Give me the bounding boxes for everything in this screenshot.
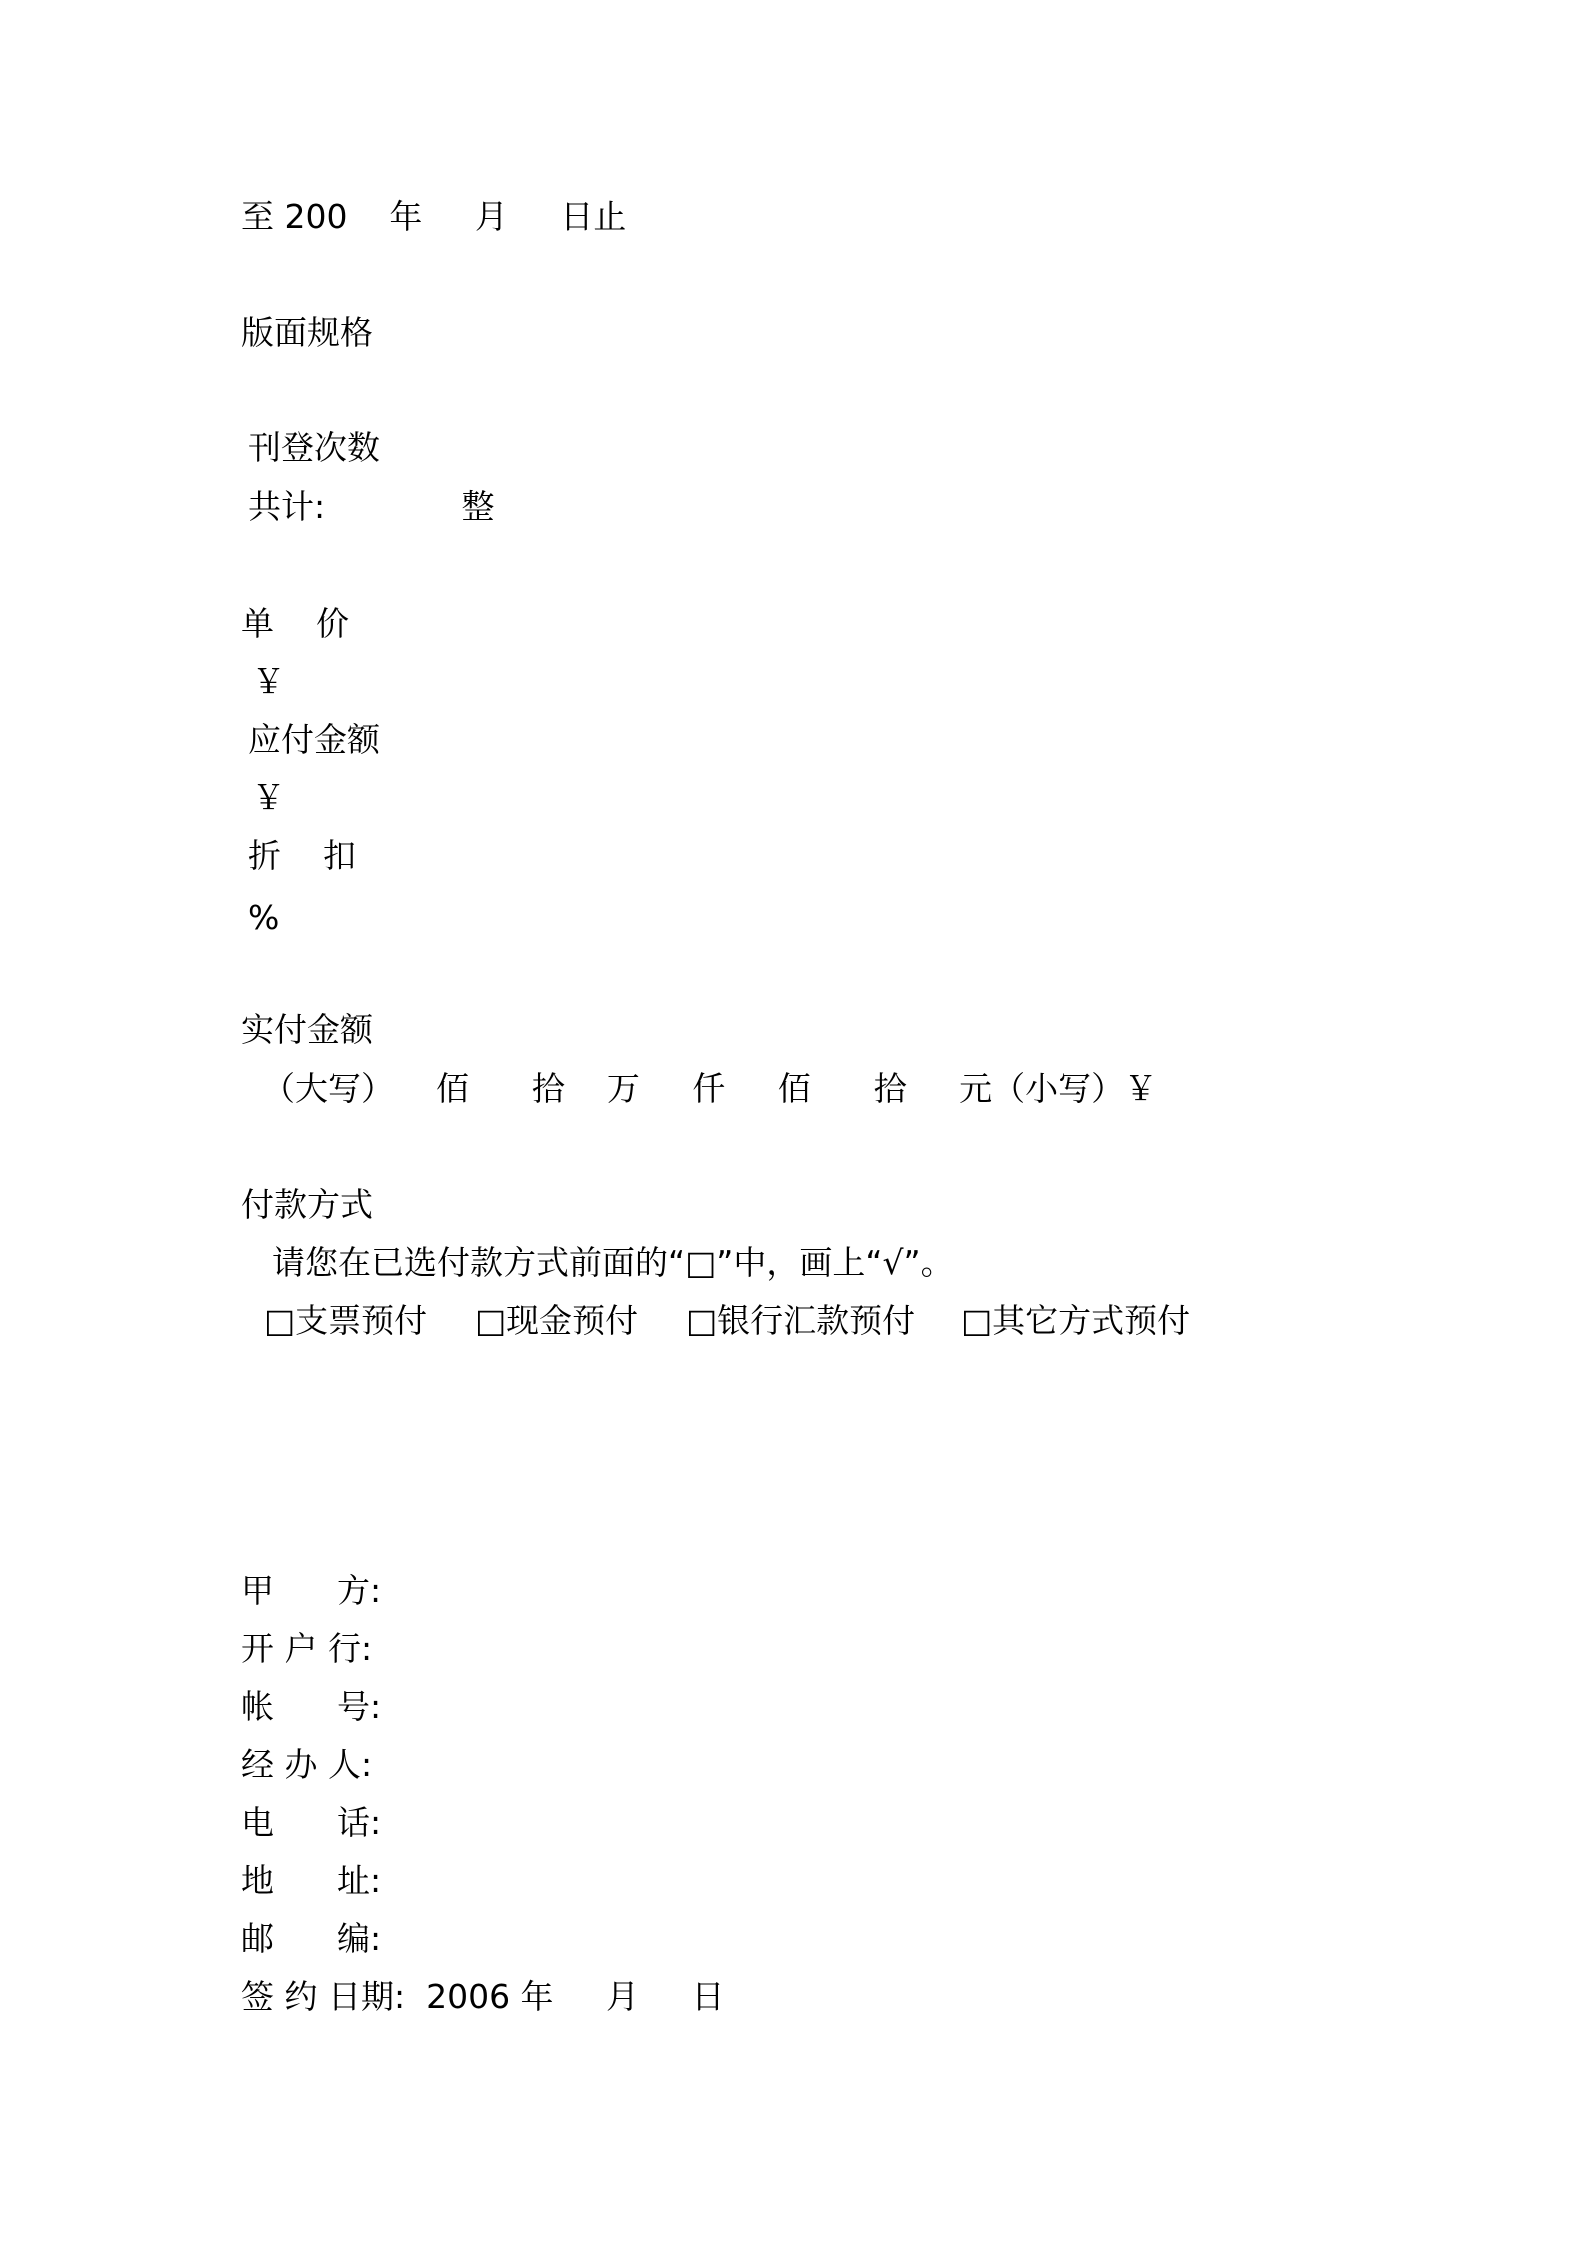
amount-payable-currency: ￥ — [252, 778, 285, 817]
payment-method-label: 付款方式 — [241, 1185, 373, 1224]
period-end-line: 至 200 年 月 日止 — [241, 197, 627, 236]
payment-instruction: 请您在已选付款方式前面的“□”中，画上“√”。 — [272, 1243, 954, 1282]
party-a-agent: 经 办 人: — [241, 1745, 373, 1784]
amount-payable-label: 应付金额 — [248, 720, 380, 759]
party-a-address: 地 址: — [241, 1861, 382, 1900]
party-a-account: 帐 号: — [241, 1687, 382, 1726]
discount-percent: % — [248, 898, 280, 937]
ad-size-label: 版面规格 — [241, 313, 373, 352]
payment-option-other[interactable]: □其它方式预付 — [961, 1301, 1191, 1340]
payment-option-bank-transfer[interactable]: □银行汇款预付 — [686, 1301, 916, 1340]
unit-price-currency: ￥ — [252, 662, 285, 701]
insertions-total: 共计: 整 — [248, 487, 495, 526]
sign-date: 签 约 日期: 2006 年 月 日 — [241, 1977, 725, 2016]
actual-amount-words-line: （大写） 佰 拾 万 仟 佰 拾 元（小写）￥ — [262, 1069, 1158, 1108]
payment-option-check[interactable]: □支票预付 — [264, 1301, 428, 1340]
actual-amount-label: 实付金额 — [241, 1010, 373, 1049]
party-a-bank: 开 户 行: — [241, 1629, 373, 1668]
party-a-label: 甲 方: — [241, 1571, 382, 1610]
insertions-label: 刊登次数 — [248, 428, 380, 467]
party-a-phone: 电 话: — [241, 1803, 382, 1842]
party-a-postcode: 邮 编: — [241, 1919, 382, 1958]
unit-price-label: 单 价 — [241, 604, 349, 643]
payment-option-cash[interactable]: □现金预付 — [475, 1301, 639, 1340]
discount-label: 折 扣 — [248, 836, 356, 875]
